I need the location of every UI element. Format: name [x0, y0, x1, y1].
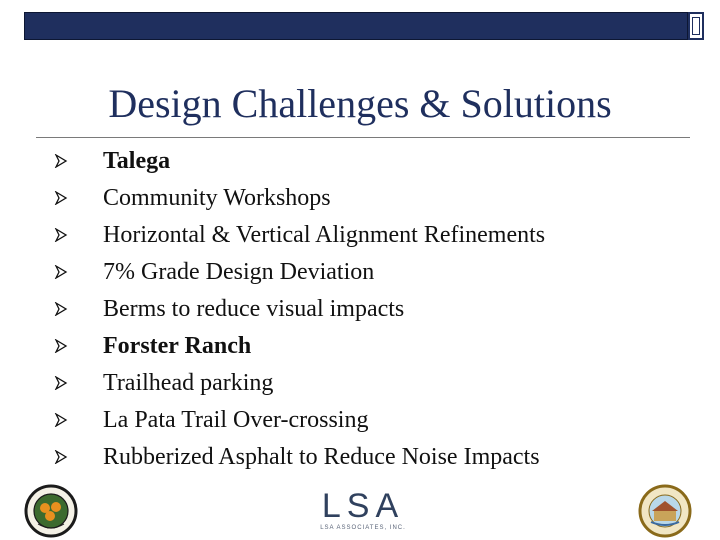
bullet-item	[0, 440, 700, 477]
bullet-item	[0, 366, 700, 403]
bullet-text: Community Workshops	[103, 185, 331, 211]
arrowhead-bullet-icon	[54, 302, 68, 316]
bullet-item	[0, 181, 700, 218]
arrowhead-bullet-icon	[54, 450, 68, 464]
header-square-decoration	[688, 12, 704, 40]
arrowhead-bullet-icon	[54, 191, 68, 205]
arrowhead-bullet-icon	[54, 228, 68, 242]
lsa-logo	[318, 488, 408, 534]
arrowhead-bullet-icon	[54, 265, 68, 279]
bullet-text: Rubberized Asphalt to Reduce Noise Impacts	[103, 444, 540, 470]
bullet-text: Horizontal & Vertical Alignment Refinements	[103, 222, 546, 248]
arrowhead-bullet-icon	[54, 339, 68, 353]
header-bar	[24, 12, 688, 40]
bullet-item	[0, 292, 700, 329]
arrowhead-bullet-icon	[54, 376, 68, 390]
arrowhead-bullet-icon	[54, 413, 68, 427]
bullet-item	[0, 329, 700, 366]
title-divider	[36, 137, 690, 138]
bullet-item	[0, 144, 700, 181]
city-seal-icon	[634, 484, 696, 538]
bullet-text: La Pata Trail Over-crossing	[103, 407, 369, 433]
bullet-text: Forster Ranch	[103, 333, 252, 359]
bullet-item	[0, 255, 700, 292]
bullet-item	[0, 218, 700, 255]
bullet-text: Trailhead parking	[103, 370, 274, 396]
bullet-text: Berms to reduce visual impacts	[103, 296, 405, 322]
bullet-list	[0, 144, 700, 477]
bullet-text: 7% Grade Design Deviation	[103, 259, 375, 285]
lsa-logo-letters: LSA	[321, 487, 405, 525]
county-seal-icon	[18, 484, 84, 538]
bullet-text: Talega	[103, 148, 171, 174]
slide-title: Design Challenges & Solutions	[108, 81, 612, 126]
bullet-item	[0, 403, 700, 440]
lsa-logo-tagline: LSA ASSOCIATES, INC.	[320, 525, 406, 531]
arrowhead-bullet-icon	[54, 154, 68, 168]
